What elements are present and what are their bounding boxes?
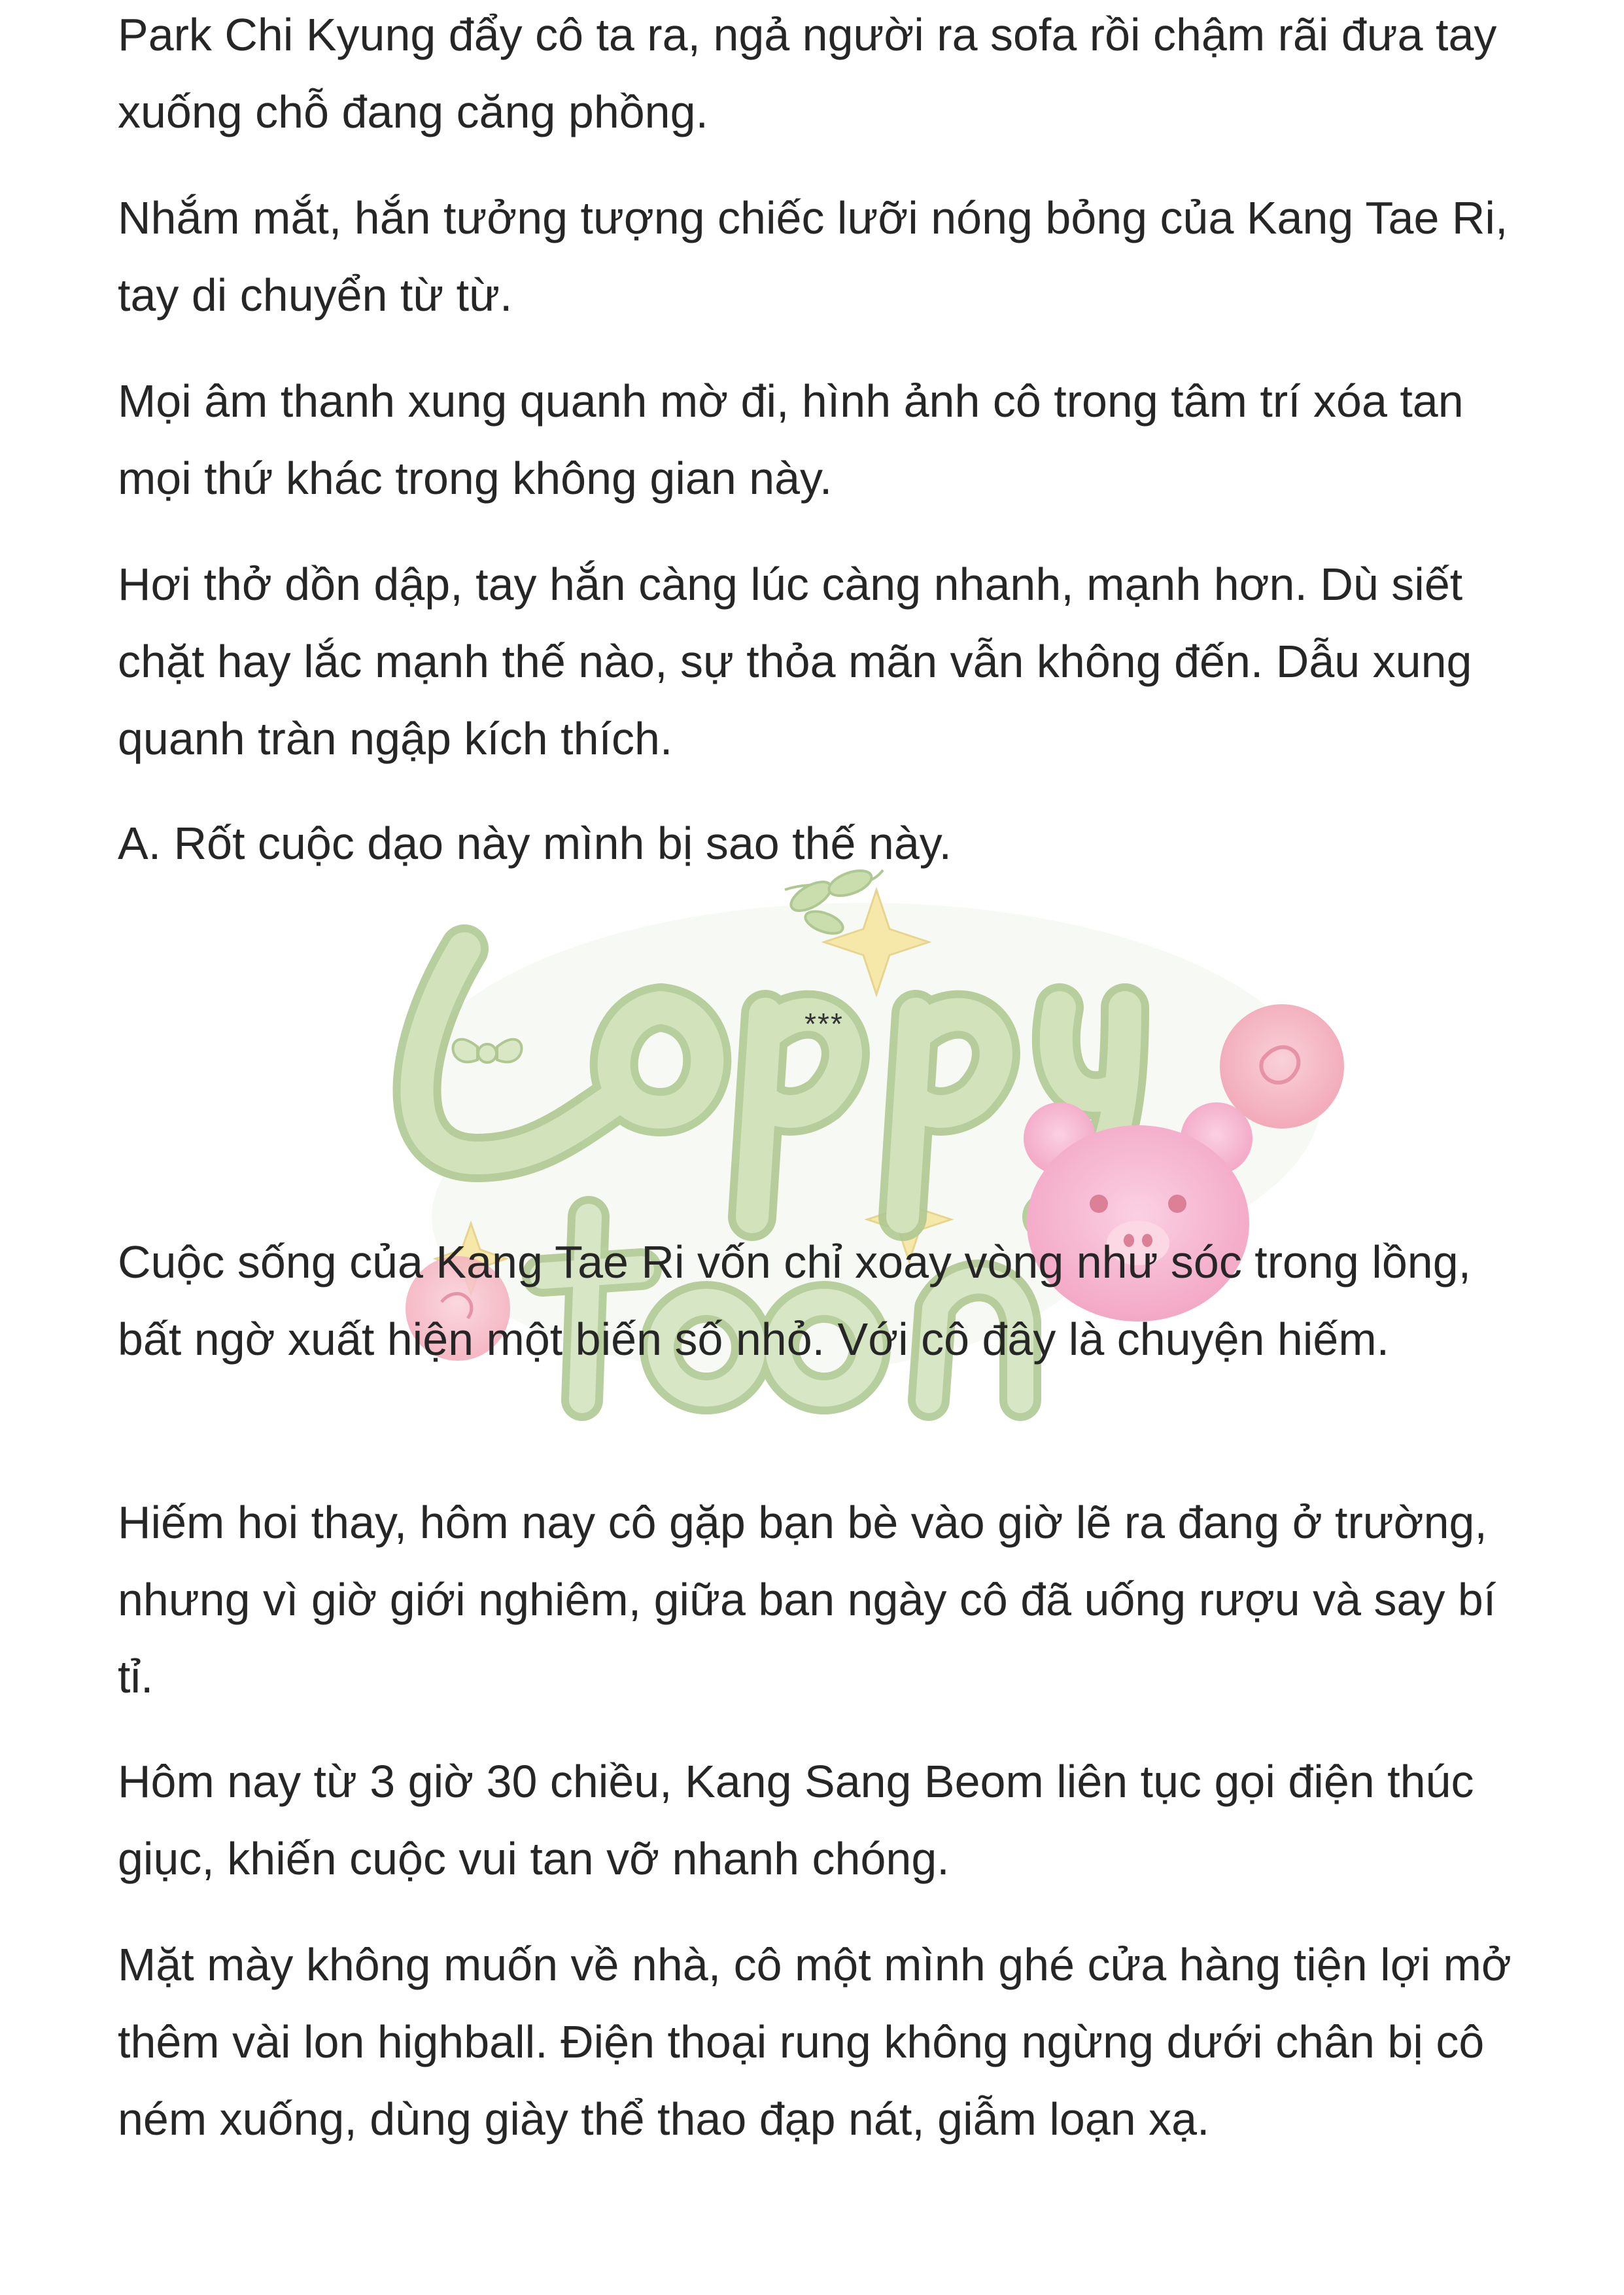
watermark-logo xyxy=(366,850,1387,1479)
paragraph: Cuộc sống của Kang Tae Ri vốn chỉ xoay vòng như sóc trong lồng, bất ngờ xuất hiện một biến số nhỏ. Với cô đây là chuyện hiếm. xyxy=(118,1236,1472,1365)
paragraph: Hôm nay từ 3 giờ 30 chiều, Kang Sang Beom liên tục gọi điện thúc giục, khiến cuộc vui tan vỡ nhanh chóng. xyxy=(118,1756,1474,1884)
paragraph: Nhắm mắt, hắn tưởng tượng chiếc lưỡi nóng bỏng của Kang Tae Ri, tay di chuyển từ từ. xyxy=(118,192,1508,321)
paragraph: Mọi âm thanh xung quanh mờ đi, hình ảnh cô trong tâm trí xóa tan mọi thứ khác trong không gian này. xyxy=(118,376,1464,504)
paragraph: Hiếm hoi thay, hôm nay cô gặp bạn bè vào giờ lẽ ra đang ở trường, nhưng vì giờ giới nghiêm, giữa ban ngày cô đã uống rượu và say bí tỉ. xyxy=(118,1497,1496,1702)
paragraph: Mặt mày không muốn về nhà, cô một mình ghé cửa hàng tiện lợi mở thêm vài lon highball. Điện thoại rung không ngừng dưới chân bị cô ném xuống, dùng giày thể thao đạp nát, giẫm loạn xạ. xyxy=(118,1939,1512,2145)
section-separator: *** xyxy=(804,1007,844,1041)
paragraph: Park Chi Kyung đẩy cô ta ra, ngả người ra sofa rồi chậm rãi đưa tay xuống chỗ đang căng phồng. xyxy=(118,9,1497,137)
paragraph: A. Rốt cuộc dạo này mình bị sao thế này. xyxy=(118,818,952,869)
paragraph: Hơi thở dồn dập, tay hắn càng lúc càng nhanh, mạnh hơn. Dù siết chặt hay lắc mạnh thế nào, sự thỏa mãn vẫn không đến. Dẫu xung quanh tràn ngập kích thích. xyxy=(118,559,1472,764)
